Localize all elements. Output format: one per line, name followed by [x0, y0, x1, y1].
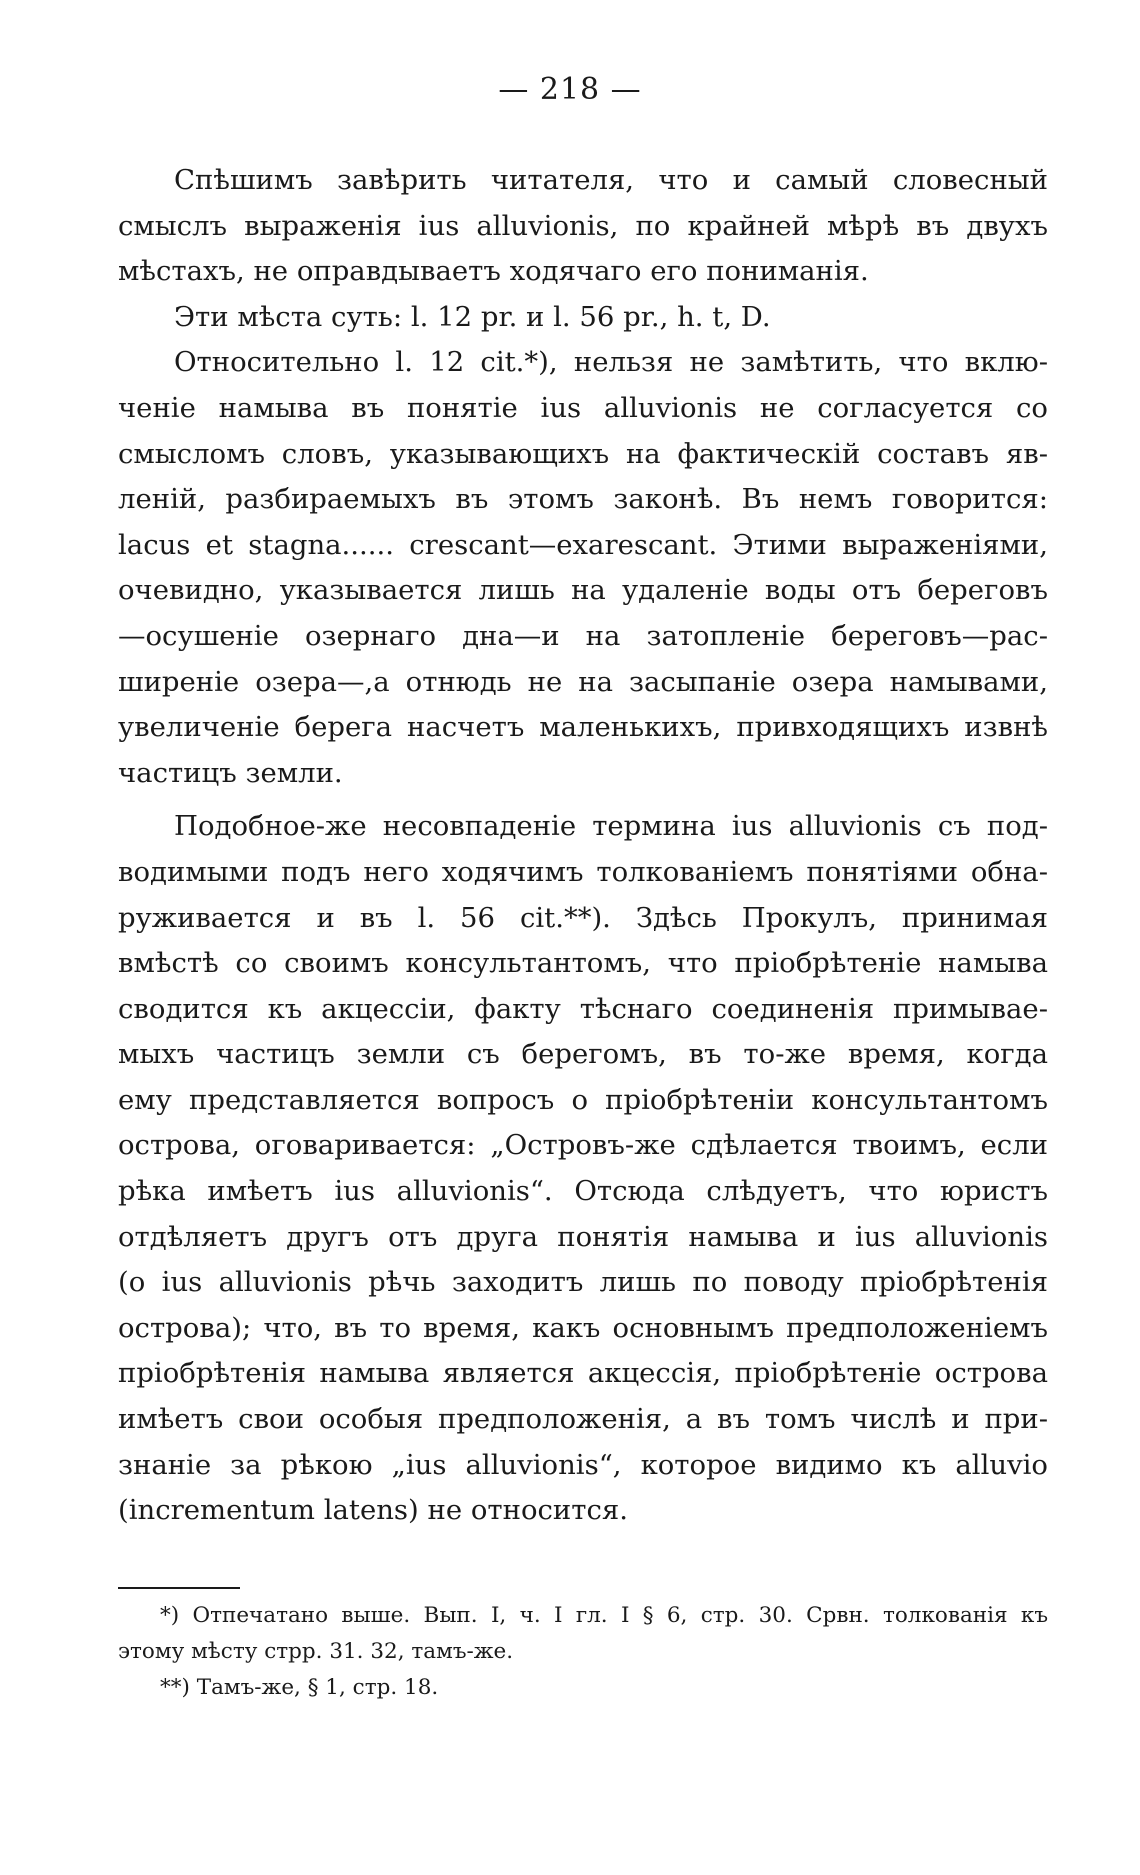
- footnote-divider: [118, 1587, 240, 1589]
- text-line: леній, разбираемыхъ въ этомъ законѣ. Въ немъ говорится:: [118, 483, 1048, 516]
- footnote: [118, 1670, 1048, 1706]
- text-line: ширеніе озера—,а отнюдь не на засыпаніе озера намывами,: [118, 665, 1048, 698]
- footnote-line: этому мѣсту стрр. 31. 32, тамъ-же.: [118, 1639, 514, 1664]
- text-line: водимыми подъ него ходячимъ толкованіемъ понятіями обна-: [118, 855, 1048, 888]
- text-line: знаніе за рѣкою „ius alluvionis“, которое видимо къ alluvio: [118, 1448, 1048, 1481]
- text-line: рѣка имѣетъ ius alluvionis“. Отсюда слѣдуетъ, что юристъ: [118, 1175, 1048, 1208]
- text-line: мыхъ частицъ земли съ берегомъ, въ то-же время, когда: [118, 1038, 1048, 1071]
- footnotes: [118, 1598, 1048, 1706]
- text-line: частицъ земли.: [118, 756, 343, 789]
- paragraph: [118, 804, 1048, 1534]
- text-line: Относительно l. 12 cit.*), нельзя не замѣтить, что вклю-: [174, 346, 1048, 379]
- text-line: отдѣляетъ другъ отъ друга понятія намыва и ius alluvionis: [118, 1220, 1048, 1253]
- text-line: острова); что, въ то время, какъ основнымъ предположеніемъ: [118, 1311, 1048, 1344]
- text-line: Эти мѣста суть: l. 12 pr. и l. 56 pr., h. t, D.: [174, 300, 771, 333]
- paragraph: [118, 340, 1048, 796]
- text-line: (incrementum latens) не относится.: [118, 1494, 628, 1527]
- text-line: очевидно, указывается лишь на удаленіе воды отъ береговъ: [118, 574, 1048, 607]
- text-line: ченіе намыва въ понятіе ius alluvionis не согласуется со: [118, 391, 1048, 424]
- text-line: острова, оговаривается: „Островъ-же сдѣлается твоимъ, если: [118, 1129, 1048, 1162]
- footnote-line: **) Тамъ-же, § 1, стр. 18.: [160, 1675, 439, 1700]
- text-line: смыслъ выраженія ius alluvionis, по крайней мѣрѣ въ двухъ: [118, 209, 1048, 242]
- text-line: lacus et stagna...... crescant—exarescant. Этими выраженіями,: [118, 528, 1048, 561]
- paragraph: [118, 158, 1048, 295]
- text-line: сводится къ акцессіи, факту тѣснаго соединенія примывае-: [118, 992, 1048, 1025]
- text-line: (о ius alluvionis рѣчь заходитъ лишь по поводу пріобрѣтенія: [118, 1266, 1048, 1299]
- text-line: имѣетъ свои особыя предположенія, а въ томъ числѣ и при-: [118, 1403, 1048, 1436]
- text-line: мѣстахъ, не оправдываетъ ходячаго его пониманія.: [118, 255, 869, 288]
- text-line: Подобное-же несовпаденіе термина ius alluvionis съ под-: [174, 810, 1048, 843]
- paragraph: [118, 295, 1048, 341]
- page-number: — 218 —: [498, 72, 642, 107]
- footnote: [118, 1598, 1048, 1670]
- text-line: смысломъ словъ, указывающихъ на фактическій составъ яв-: [118, 437, 1048, 470]
- text-line: пріобрѣтенія намыва является акцессія, пріобрѣтеніе острова: [118, 1357, 1048, 1390]
- text-line: —осушеніе озернаго дна—и на затопленіе береговъ—рас-: [118, 619, 1048, 652]
- footnote-line: *) Отпечатано выше. Вып. I, ч. I гл. I § 6, стр. 30. Срвн. толкованія къ: [160, 1603, 1048, 1628]
- text-line: руживается и въ l. 56 cit.**). Здѣсь Прокулъ, принимая: [118, 901, 1048, 934]
- text-line: ему представляется вопросъ о пріобрѣтеніи консультантомъ: [118, 1083, 1048, 1116]
- body-text: [118, 158, 1048, 1534]
- text-line: увеличеніе берега насчетъ маленькихъ, привходящихъ извнѣ: [118, 711, 1048, 744]
- text-line: Спѣшимъ завѣрить читателя, что и самый словесный: [174, 164, 1048, 196]
- text-line: вмѣстѣ со своимъ консультантомъ, что пріобрѣтеніе намыва: [118, 947, 1048, 980]
